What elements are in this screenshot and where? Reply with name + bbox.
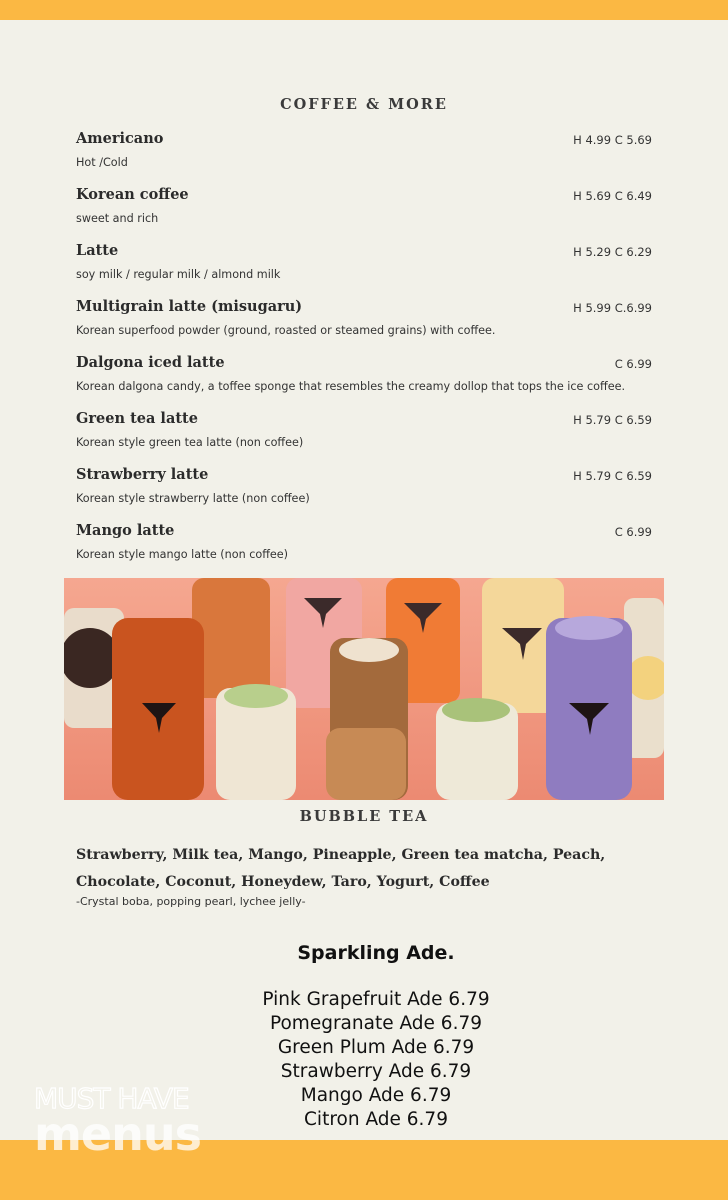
watermark-line-1: MUST HAVE [34,1082,189,1115]
sparkling-ade-title: Sparkling Ade. [297,942,455,964]
menu-item-name: Multigrain latte (misugaru) [76,298,303,315]
must-have-menus-watermark [34,1082,234,1161]
menu-item-description: Korean superfood powder (ground, roasted or steamed grains) with coffee. [76,324,496,337]
menu-item-description: sweet and rich [76,212,159,225]
menu-item-name: Korean coffee [76,186,189,203]
bubble-tea-toppings: -Crystal boba, popping pearl, lychee jelly- [76,895,306,908]
coffee-section-title: COFFEE & MORE [280,96,448,113]
coffee-menu-list [76,130,652,578]
menu-item-price: H 5.79 C 6.59 [573,413,652,427]
menu-item [76,522,652,578]
menu-item-description: Korean style mango latte (non coffee) [76,548,289,561]
menu-item-name: Dalgona iced latte [76,354,225,371]
menu-item [76,354,652,410]
menu-item-name: Mango latte [76,522,175,539]
menu-item-name: Americano [76,130,164,147]
menu-item-price: H 5.99 C.6.99 [573,301,652,315]
bubble-tea-flavors: Strawberry, Milk tea, Mango, Pineapple, Green tea matcha, Peach, Chocolate, Coconut, Honeydew, Taro, Yogurt, Coffee [76,847,606,890]
menu-item-price: H 5.29 C 6.29 [573,245,652,259]
menu-item-description: Korean style green tea latte (non coffee) [76,436,304,449]
menu-item [76,410,652,466]
menu-item [76,130,652,186]
menu-item-description: Korean style strawberry latte (non coffee) [76,492,310,505]
menu-item-price: H 5.69 C 6.49 [573,189,652,203]
watermark-line-2: menus [34,1107,202,1161]
ade-item: Green Plum Ade 6.79 [277,1037,475,1058]
menu-item-description: Hot /Cold [76,156,128,169]
top-accent-band [0,0,728,20]
menu-item-price: C 6.99 [614,525,652,539]
menu-item-price: H 4.99 C 5.69 [573,133,652,147]
ade-item: Strawberry Ade 6.79 [280,1061,472,1082]
menu-item-name: Green tea latte [76,410,198,427]
menu-item-description: Korean dalgona candy, a toffee sponge that resembles the creamy dollop that tops the ice coffee. [76,380,626,393]
menu-item-price: C 6.99 [614,357,652,371]
bubble-tea-section-title: BUBBLE TEA [299,808,429,825]
drinks-photo [64,578,664,800]
menu-item-name: Latte [76,242,119,259]
ade-item: Citron Ade 6.79 [304,1109,448,1130]
menu-item [76,186,652,242]
ade-item: Pomegranate Ade 6.79 [269,1013,482,1034]
ade-item: Mango Ade 6.79 [300,1085,452,1106]
menu-item [76,466,652,522]
menu-item-name: Strawberry latte [76,466,209,483]
ade-item: Pink Grapefruit Ade 6.79 [262,989,490,1010]
menu-item-price: H 5.79 C 6.59 [573,469,652,483]
menu-item [76,242,652,298]
menu-item [76,298,652,354]
menu-item-description: soy milk / regular milk / almond milk [76,268,281,281]
